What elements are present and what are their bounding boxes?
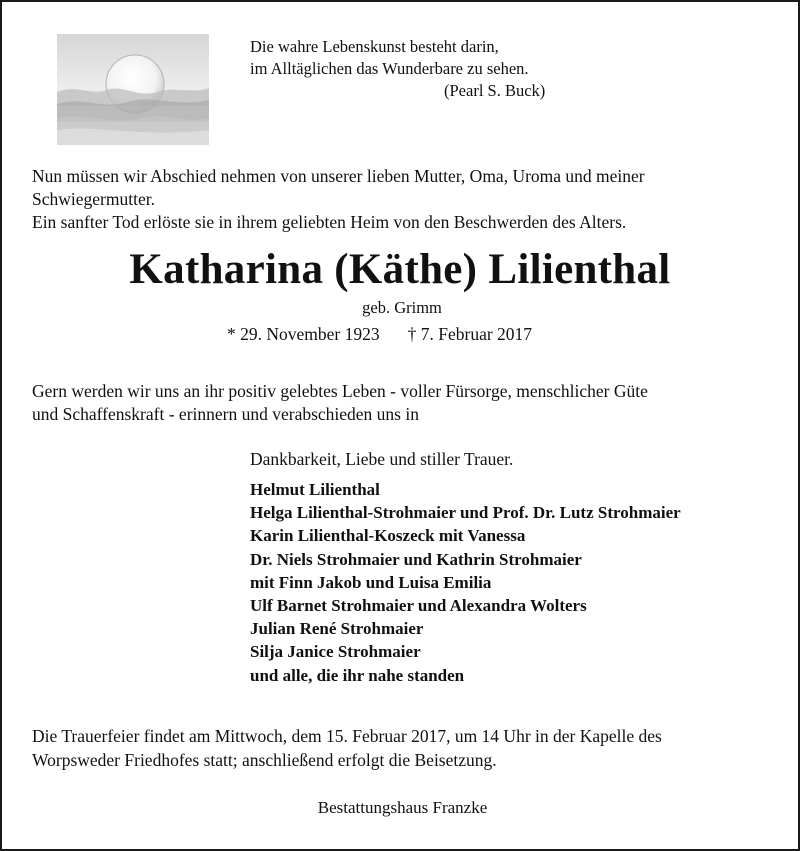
deceased-name: Katharina (Käthe) Lilienthal	[129, 246, 671, 293]
funeral-line-2: Worpsweder Friedhofes statt; anschließend erfolgt die Beisetzung.	[32, 750, 497, 770]
funeral-line-1: Die Trauerfeier findet am Mittwoch, dem 15. Februar 2017, um 14 Uhr in der Kapelle des	[32, 726, 662, 746]
memory-paragraph	[32, 380, 762, 426]
funeral-info	[32, 724, 772, 772]
epigraph-quote	[250, 36, 545, 102]
intro-paragraph	[32, 165, 762, 234]
birth-date: * 29. November 1923	[227, 324, 380, 344]
mourner-item: mit Finn Jakob und Luisa Emilia	[250, 572, 492, 592]
maiden-name: geb. Grimm	[362, 298, 442, 317]
thanks-line: Dankbarkeit, Liebe und stiller Trauer.	[250, 449, 514, 469]
mourner-item: Julian René Strohmaier	[250, 619, 424, 639]
death-date: † 7. Februar 2017	[407, 324, 533, 344]
sun-landscape-image	[57, 34, 209, 145]
intro-line-2: Schwiegermutter.	[32, 189, 155, 209]
mourner-item: Ulf Barnet Strohmaier und Alexandra Wolters	[250, 596, 587, 616]
mourner-item: und alle, die ihr nahe standen	[250, 665, 465, 685]
mourners-list	[250, 478, 681, 687]
intro-line-1: Nun müssen wir Abschied nehmen von unserer lieben Mutter, Oma, Uroma und meiner	[32, 166, 645, 186]
funeral-home: Bestattungshaus Franzke	[317, 798, 488, 817]
mourner-item: Karin Lilienthal-Koszeck mit Vanessa	[250, 526, 526, 546]
quote-author: (Pearl S. Buck)	[444, 81, 546, 100]
quote-line-1: Die wahre Lebenskunst besteht darin,	[250, 37, 499, 56]
life-dates	[227, 324, 532, 345]
memory-line-1: Gern werden wir uns an ihr positiv gelebtes Leben - voller Fürsorge, menschlicher Güte	[32, 381, 648, 401]
mourner-item: Helmut Lilienthal	[250, 480, 380, 499]
mourner-item: Dr. Niels Strohmaier und Kathrin Strohmaier	[250, 549, 582, 569]
mourner-item: Silja Janice Strohmaier	[250, 642, 421, 662]
quote-line-2: im Alltäglichen das Wunderbare zu sehen.	[250, 59, 529, 78]
mourner-item: Helga Lilienthal-Strohmaier und Prof. Dr. Lutz Strohmaier	[250, 503, 681, 523]
memory-line-2: und Schaffenskraft - erinnern und verabschieden uns in	[32, 404, 419, 424]
intro-line-3: Ein sanfter Tod erlöste sie in ihrem geliebten Heim von den Beschwerden des Alters.	[32, 212, 627, 232]
